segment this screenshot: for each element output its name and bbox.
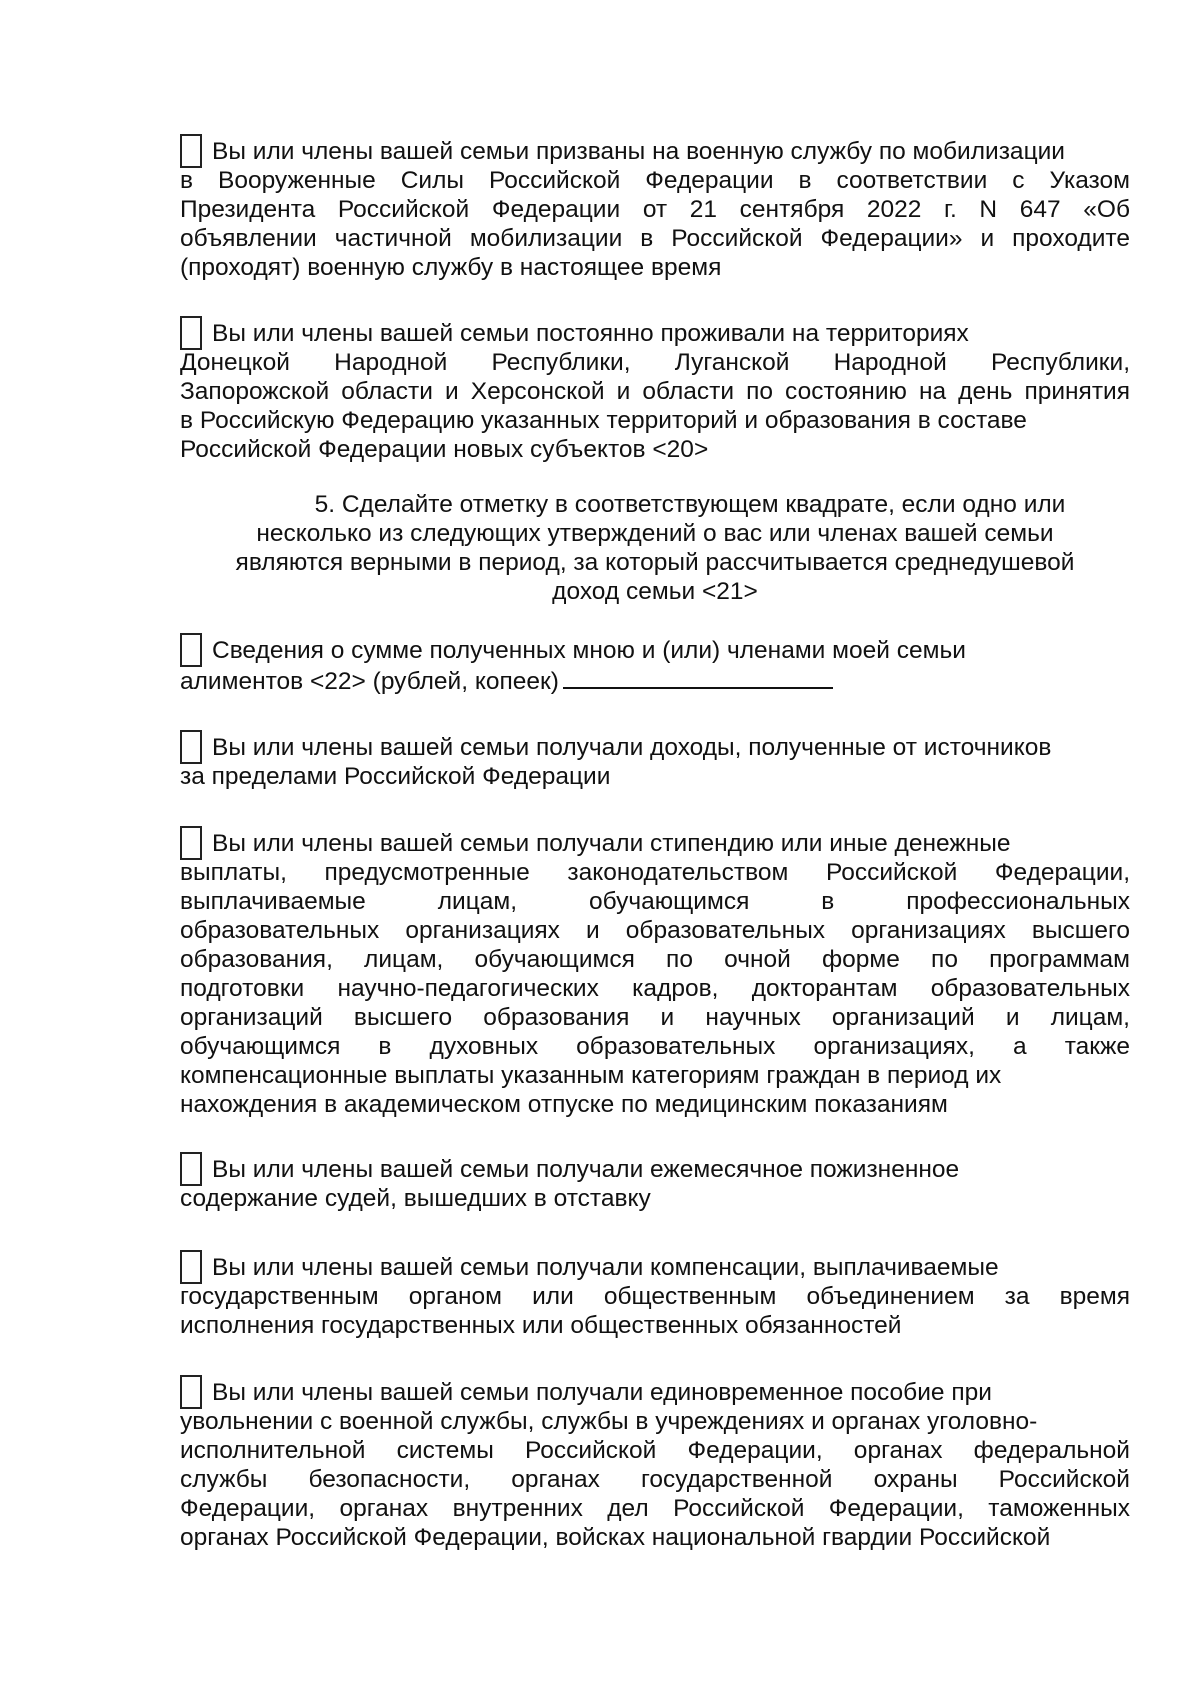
- item-line: Федерации, органах внутренних дел Российской Федерации, таможенных: [180, 1495, 1130, 1522]
- item-line: нахождения в академическом отпуске по медицинским показаниям: [180, 1091, 948, 1118]
- item-line: подготовки научно-педагогических кадров, докторантам образовательных: [180, 975, 1130, 1002]
- item-line: алиментов <22> (рублей, копеек): [180, 668, 559, 695]
- item-line: Президента Российской Федерации от 21 сентября 2022 г. N 647 «Об: [180, 196, 1130, 223]
- item-line: в Российскую Федерацию указанных территорий и образования в составе: [180, 407, 1027, 434]
- item-new-territories: [180, 314, 1130, 464]
- item-first-line: Вы или члены вашей семьи получали доходы, полученные от источников: [212, 734, 1052, 761]
- item-line: государственным органом или общественным объединением за время: [180, 1283, 1130, 1310]
- item-first-line: Вы или члены вашей семьи получали единовременное пособие при: [212, 1379, 992, 1406]
- item-mobilization: [180, 132, 1130, 282]
- item-line: за пределами Российской Федерации: [180, 763, 611, 790]
- checkbox-severance[interactable]: [180, 1375, 202, 1409]
- section-heading-line: доход семьи <21>: [552, 578, 758, 605]
- item-judges-allowance: [180, 1150, 1130, 1213]
- item-foreign-income: [180, 728, 1130, 791]
- checkbox-new-territories[interactable]: [180, 316, 202, 350]
- item-compensation: [180, 1248, 1130, 1340]
- item-line: органах Российской Федерации, войсках национальной гвардии Российской: [180, 1524, 1051, 1551]
- section-heading-line: несколько из следующих утверждений о вас или членах вашей семьи: [256, 520, 1054, 547]
- section-5-heading: [180, 490, 1130, 606]
- item-line: (проходят) военную службу в настоящее время: [180, 254, 722, 281]
- item-first-line: Вы или члены вашей семьи получали компенсации, выплачиваемые: [212, 1254, 999, 1281]
- item-line: объявлении частичной мобилизации в Российской Федерации» и проходите: [180, 225, 1130, 252]
- item-line: организаций высшего образования и научных организаций и лицам,: [180, 1004, 1130, 1031]
- item-line: исполнения государственных или общественных обязанностей: [180, 1312, 902, 1339]
- checkbox-judges-allowance[interactable]: [180, 1152, 202, 1186]
- item-line: содержание судей, вышедших в отставку: [180, 1185, 651, 1212]
- item-line: выплаты, предусмотренные законодательством Российской Федерации,: [180, 859, 1130, 886]
- section-heading-line: являются верными в период, за который рассчитывается среднедушевой: [235, 549, 1075, 576]
- section-heading-line: 5. Сделайте отметку в соответствующем квадрате, если одно или: [314, 491, 1066, 518]
- item-line: Донецкой Народной Республики, Луганской Народной Республики,: [180, 349, 1130, 376]
- checkbox-compensation[interactable]: [180, 1250, 202, 1284]
- item-line: обучающимся в духовных образовательных организациях, а также: [180, 1033, 1130, 1060]
- item-line: увольнении с военной службы, службы в учреждениях и органах уголовно-: [180, 1408, 1038, 1435]
- item-first-line: Вы или члены вашей семьи получали стипендию или иные денежные: [212, 830, 1011, 857]
- item-first-line: Сведения о сумме полученных мною и (или) членами моей семьи: [212, 637, 966, 664]
- item-line: в Вооруженные Силы Российской Федерации в соответствии с Указом: [180, 167, 1130, 194]
- item-line: образования, лицам, обучающимся по очной форме по программам: [180, 946, 1130, 973]
- item-first-line: Вы или члены вашей семьи призваны на военную службу по мобилизации: [212, 138, 1065, 165]
- item-severance: [180, 1373, 1130, 1552]
- item-line: образовательных организациях и образовательных организациях высшего: [180, 917, 1130, 944]
- checkbox-mobilization[interactable]: [180, 134, 202, 168]
- item-line: исполнительной системы Российской Федерации, органах федеральной: [180, 1437, 1130, 1464]
- checkbox-alimony[interactable]: [180, 633, 202, 667]
- checkbox-foreign-income[interactable]: [180, 730, 202, 764]
- item-first-line: Вы или члены вашей семьи получали ежемесячное пожизненное: [212, 1156, 960, 1183]
- alimony-amount-field[interactable]: [563, 665, 833, 689]
- item-line: Запорожской области и Херсонской и области по состоянию на день принятия: [180, 378, 1130, 405]
- item-line: службы безопасности, органах государственной охраны Российской: [180, 1466, 1130, 1493]
- checkbox-stipend[interactable]: [180, 826, 202, 860]
- item-line: компенсационные выплаты указанным категориям граждан в период их: [180, 1062, 1002, 1089]
- item-stipend: [180, 824, 1130, 1119]
- item-line: Российской Федерации новых субъектов <20>: [180, 436, 709, 463]
- item-first-line: Вы или члены вашей семьи постоянно проживали на территориях: [212, 320, 969, 347]
- item-line: выплачиваемые лицам, обучающимся в профессиональных: [180, 888, 1130, 915]
- item-alimony: [180, 631, 1130, 696]
